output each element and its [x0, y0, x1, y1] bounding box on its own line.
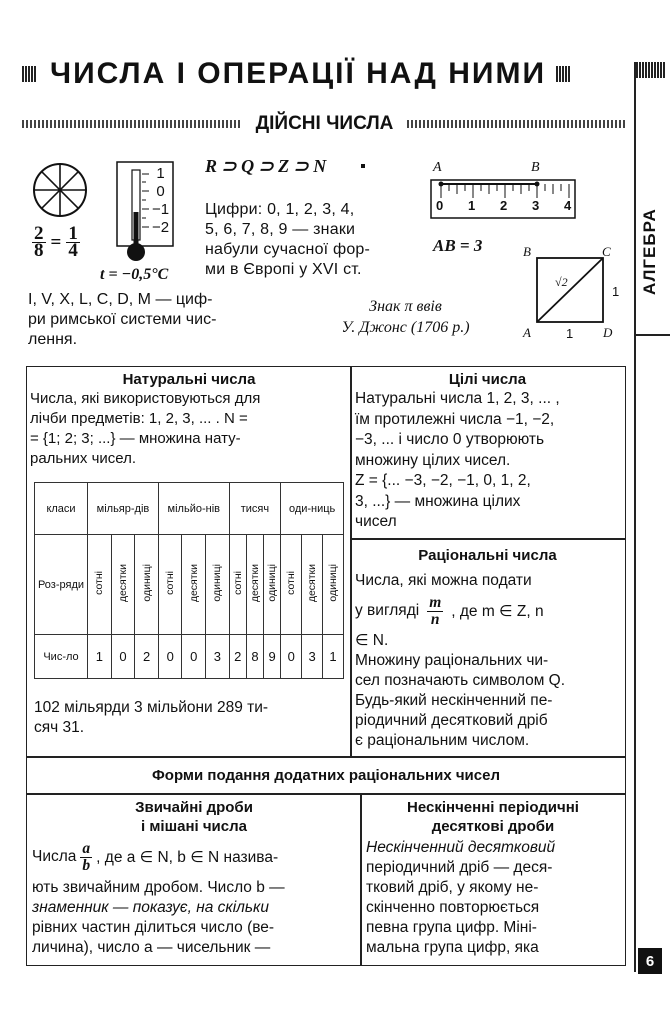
text-line: певна група цифр. Міні-: [366, 919, 537, 936]
ruler-caption: AB = 3: [433, 236, 483, 255]
text-line: Z = {... −3, −2, −1, 0, 1, 2,: [355, 472, 531, 489]
table-header-cell: Чис-ло: [35, 635, 88, 679]
table-row: [35, 535, 344, 635]
text-line: Знак π ввів: [369, 298, 442, 315]
forms-divider-mid: [26, 793, 626, 795]
rank-cell: одиниці: [266, 564, 279, 602]
common-fraction-line: [32, 836, 356, 878]
rank-cell: одиниці: [211, 564, 224, 602]
frac-equals: =: [50, 231, 62, 253]
rational-divider: [350, 538, 626, 540]
text-line: ри римської системи чис-: [28, 311, 217, 328]
text-line: ми в Європі у XVI ст.: [205, 261, 362, 278]
side-tab-label: АЛГЕБРА: [640, 208, 659, 296]
text-line: Множину раціональних чи-: [355, 652, 549, 669]
rank-cell: сотні: [231, 571, 244, 595]
text-line: 3, ...} — множина цілих: [355, 492, 521, 510]
text-line: 5, 6, 7, 8, 9 — знаки: [205, 221, 356, 238]
title-bar-left: [22, 66, 36, 82]
digit-cell: 1: [88, 635, 112, 679]
natural-number-reading: [34, 698, 344, 738]
text-line: −3, ... і число 0 утворюють: [355, 431, 545, 448]
rank-cell: десятки: [306, 563, 319, 603]
periodic-heading-2: десяткові дроби: [431, 818, 555, 835]
integers-heading: Цілі числа: [448, 371, 527, 388]
fraction-equation: [30, 223, 82, 261]
digit-cell: 2: [229, 635, 246, 679]
side-tab-rule: [636, 334, 670, 336]
natural-text: [30, 389, 348, 469]
rank-cell: десятки: [116, 563, 129, 603]
square-label-d: D: [603, 325, 613, 340]
ruler-tick: 3: [532, 198, 540, 213]
forms-divider-top: [26, 756, 626, 758]
text-line: Нескінченний десятковий: [366, 839, 556, 856]
class-cell: тисяч: [229, 483, 281, 535]
text-line: лення.: [28, 331, 78, 348]
text-line: чисел: [355, 513, 397, 530]
rank-cell: сотні: [93, 571, 106, 595]
rational-frac-num: m: [429, 593, 442, 611]
frac-num-1: 2: [34, 223, 44, 244]
square-side-bottom: 1: [566, 326, 574, 341]
common-post: , де a ∈ N, b ∈ N назива-: [96, 848, 279, 866]
sets-inclusion: R ⊃ Q ⊃ Z ⊃ N: [205, 156, 327, 176]
integers-text: [355, 389, 620, 533]
thermometer-scale: [152, 165, 169, 237]
digit-cell: 9: [264, 635, 281, 679]
dot: [361, 164, 365, 168]
text-line: ральних чисел.: [30, 450, 137, 467]
frac-den-1: 8: [34, 240, 44, 261]
natural-heading: Натуральні числа: [122, 371, 256, 388]
forms-heading: Форми подання додатних раціональних чисел: [152, 767, 500, 784]
frac-den-2: 4: [68, 240, 78, 261]
text-line: мальна група цифр, яка: [366, 939, 539, 956]
text-line: лічби предметів: 1, 2, 3, ... . N =: [30, 410, 248, 427]
digit-cell: 0: [111, 635, 135, 679]
text-line: Числа, які використовуються для: [30, 390, 261, 407]
square-diagonal-label: √2: [555, 275, 568, 289]
rational-pre: у вигляді: [355, 602, 420, 619]
table-header-cell: Роз-ряди: [35, 535, 88, 635]
ruler-tick: 1: [468, 198, 476, 213]
text-line: періодичний дріб — деся-: [366, 859, 553, 876]
ruler-tick: 0: [436, 198, 444, 213]
thermo-tick: 0: [156, 183, 165, 200]
square-label-c: C: [602, 244, 611, 259]
text-line: тковий дріб, у якому не-: [366, 879, 539, 896]
section-subtitle-text: ДІЙСНІ ЧИСЛА: [255, 113, 394, 134]
rational-text: [355, 651, 620, 751]
digit-cell: 1: [323, 635, 344, 679]
rank-cell: десятки: [248, 563, 261, 603]
digit-cell: 8: [246, 635, 263, 679]
roman-numerals-text: [28, 290, 288, 350]
natural-section: [30, 370, 348, 469]
column-divider: [350, 366, 352, 756]
table-row: [35, 635, 344, 679]
text-line: знаменник — показує, на скільки: [32, 899, 269, 916]
square-label-a: A: [523, 325, 531, 340]
section-subtitle: [22, 110, 627, 138]
rank-cell: одиниці: [140, 564, 153, 602]
ruler-label-b: B: [531, 160, 540, 175]
thermo-tick: −2: [152, 219, 170, 236]
square-label-b: B: [523, 244, 531, 259]
digit-cell: 0: [182, 635, 206, 679]
text-line: множину цілих чисел.: [355, 451, 511, 469]
subtitle-hatch-left: [22, 120, 242, 128]
frac-num-2: 1: [68, 223, 78, 244]
rank-cell: сотні: [285, 571, 298, 595]
square-diagram-icon: [535, 256, 607, 326]
integers-section: [355, 370, 620, 533]
subtitle-hatch-right: [407, 120, 627, 128]
rational-post: , де m ∈ Z, n: [451, 602, 544, 620]
text-line: сяч 31.: [34, 719, 85, 736]
text-line: рівних частин ділиться число (ве-: [32, 919, 275, 936]
text-line: ють звичайним дробом. Число b —: [32, 879, 285, 896]
rational-fraction-line: [355, 591, 620, 631]
periodic-decimals-section: [366, 798, 620, 958]
common-frac-den: b: [82, 856, 91, 874]
rank-cell: десятки: [187, 563, 200, 603]
rational-line-1: Числа, які можна подати: [355, 572, 532, 589]
rational-section: [355, 546, 620, 751]
text-line: Будь-який нескінченний пе-: [355, 692, 553, 709]
rational-heading: Раціональні числа: [418, 547, 557, 564]
page-title: [22, 52, 627, 96]
ruler-tick: 2: [500, 198, 508, 213]
page-number: 6: [638, 948, 662, 974]
digit-classes-table: [34, 482, 344, 679]
table-row: [35, 483, 344, 535]
digit-cell: 3: [302, 635, 323, 679]
class-cell: мільяр-дів: [88, 483, 159, 535]
class-cell: мільйо-нів: [158, 483, 229, 535]
rank-cell: сотні: [164, 571, 177, 595]
text-line: ріодичний десятковий дріб: [355, 712, 548, 729]
table-header-cell: класи: [35, 483, 88, 535]
rank-cell: одиниці: [327, 564, 339, 602]
digit-cell: 2: [135, 635, 159, 679]
text-line: Натуральні числа 1, 2, 3, ... ,: [355, 390, 560, 407]
rational-frac-den: n: [430, 610, 440, 628]
text-line: = {1; 2; 3; ...} — множина нату-: [30, 430, 241, 447]
rational-line-3: ∈ N.: [355, 632, 389, 649]
square-side-right: 1: [612, 284, 620, 299]
text-line: У. Джонс (1706 р.): [341, 319, 470, 336]
text-line: личина), число a — чисельник —: [32, 939, 271, 956]
periodic-text: [366, 838, 620, 958]
ruler-tick: 4: [564, 198, 572, 213]
common-fractions-section: [32, 798, 356, 958]
thermo-tick: 1: [156, 165, 165, 182]
forms-column-divider: [360, 793, 362, 966]
ruler-label-a: A: [433, 160, 442, 175]
common-pre: Числа: [32, 848, 77, 865]
page-title-text: ЧИСЛА І ОПЕРАЦІЇ НАД НИМИ: [50, 57, 547, 90]
pi-note: [313, 296, 498, 338]
text-line: 102 мільярди 3 мільйони 289 ти-: [34, 699, 269, 716]
text-line: їм протилежні числа −1, −2,: [355, 410, 555, 428]
side-tab-bar: [636, 62, 666, 78]
text-line: сел позначають символом Q.: [355, 672, 566, 689]
periodic-heading-1: Нескінченні періодичні: [407, 799, 579, 816]
text-line: скінченно повторюється: [366, 899, 540, 916]
text-line: Цифри: 0, 1, 2, 3, 4,: [205, 201, 355, 218]
common-fractions-heading-1: Звичайні дроби: [135, 799, 253, 816]
text-line: I, V, X, L, C, D, M — циф-: [28, 291, 213, 308]
text-line: є раціональним числом.: [355, 732, 530, 749]
digits-text: [205, 200, 415, 280]
thermometer-caption: t = −0,5°C: [100, 266, 169, 283]
digit-cell: 3: [206, 635, 230, 679]
pie-circle-icon: [30, 160, 90, 220]
title-bar-right: [556, 66, 570, 82]
digit-cell: 0: [158, 635, 182, 679]
common-fractions-heading-2: і мішані числа: [141, 818, 247, 835]
text-line: набули сучасної фор-: [205, 241, 371, 258]
common-frac-num: a: [82, 839, 91, 857]
side-tab: [634, 62, 670, 972]
digit-cell: 0: [281, 635, 302, 679]
thermo-tick: −1: [152, 201, 170, 218]
common-fractions-text: [32, 878, 356, 958]
class-cell: оди-ниць: [281, 483, 344, 535]
